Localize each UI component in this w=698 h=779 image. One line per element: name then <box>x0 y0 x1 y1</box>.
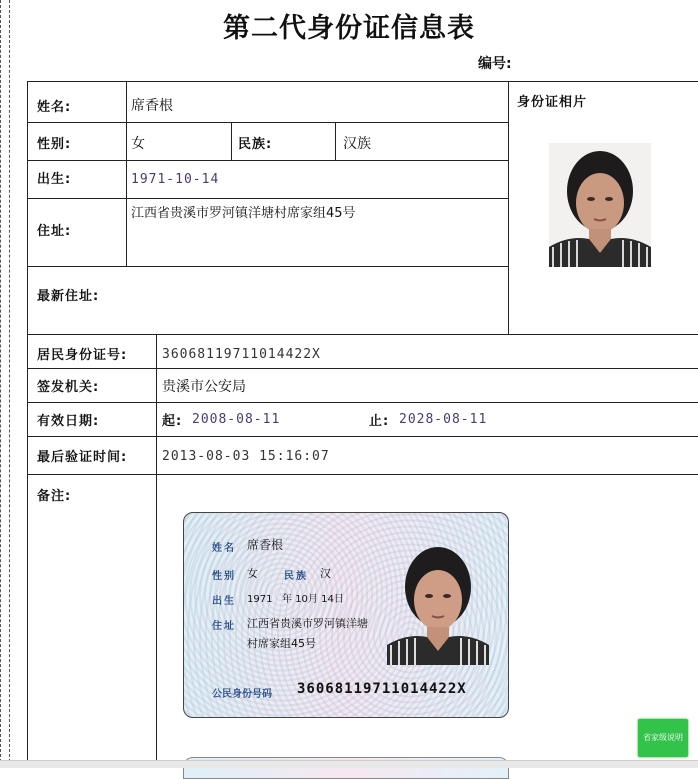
ethnic-value: 汉族 <box>343 136 371 152</box>
card-month-unit: 月 <box>307 594 318 605</box>
card-address-line2: 村席家组45号 <box>247 637 316 650</box>
serial-number <box>478 53 512 73</box>
card-birth-year: 1971 <box>247 594 273 605</box>
sex-label: 性别: <box>37 137 72 152</box>
card-portrait <box>387 543 489 665</box>
valid-to-value: 2028-08-11 <box>399 412 488 427</box>
new-address-label: 最新住址: <box>37 289 100 304</box>
authority-label: 签发机关: <box>37 380 100 395</box>
card-day-unit: 日 <box>333 594 344 605</box>
card-name: 席香根 <box>247 538 284 552</box>
card-birth-day: 14 <box>321 594 334 605</box>
card-birth-month: 10 <box>295 594 308 605</box>
valid-label: 有效日期: <box>37 414 100 429</box>
birth-label: 出生: <box>37 172 72 187</box>
help-widget-button[interactable]: 省家级说明 <box>638 719 688 757</box>
portrait-photo <box>549 143 651 267</box>
remark-label: 备注: <box>37 489 72 504</box>
card-ethnic: 汉 <box>320 567 331 580</box>
card-birth <box>247 590 344 605</box>
card-address-line1: 江西省贵溪市罗河镇洋塘 <box>247 617 368 630</box>
address-label: 住址: <box>37 224 72 239</box>
card-number-label: 公民身份号码 <box>212 689 272 700</box>
authority-value: 贵溪市公安局 <box>162 379 246 395</box>
card-sex-label: 性别 <box>212 571 236 582</box>
valid-to-label: 止: <box>369 414 390 429</box>
valid-from-label: 起: <box>162 414 183 429</box>
name-label: 姓名: <box>37 100 72 115</box>
card-address-label: 住址 <box>212 621 236 632</box>
verify-time-label: 最后验证时间: <box>37 450 128 465</box>
sex-value: 女 <box>131 136 145 152</box>
page-title: 第二代身份证信息表 <box>223 13 475 44</box>
card-year-unit: 年 <box>282 594 292 605</box>
card-birth-label: 出生 <box>212 596 236 607</box>
photo-label: 身份证相片 <box>517 95 588 110</box>
card-ethnic-label: 民族 <box>284 571 308 582</box>
page-guide-line <box>0 0 1 767</box>
id-number-value: 36068119711014422X <box>162 347 321 362</box>
birth-value: 1971-10-14 <box>131 172 220 187</box>
card-number: 36068119711014422X <box>297 681 467 697</box>
name-value: 席香根 <box>131 98 173 114</box>
card-sex: 女 <box>247 567 258 580</box>
ethnic-label: 民族: <box>238 137 273 152</box>
id-number-label: 居民身份证号: <box>37 348 128 363</box>
verify-time-value: 2013-08-03 15:16:07 <box>162 449 330 464</box>
address-value: 江西省贵溪市罗河镇洋塘村席家组45号 <box>131 206 356 221</box>
id-card-image <box>183 512 509 718</box>
valid-from-value: 2008-08-11 <box>192 412 281 427</box>
serial-label: 编号: <box>478 56 512 72</box>
card-name-label: 姓名 <box>212 543 236 554</box>
page-guide-line <box>9 0 10 767</box>
